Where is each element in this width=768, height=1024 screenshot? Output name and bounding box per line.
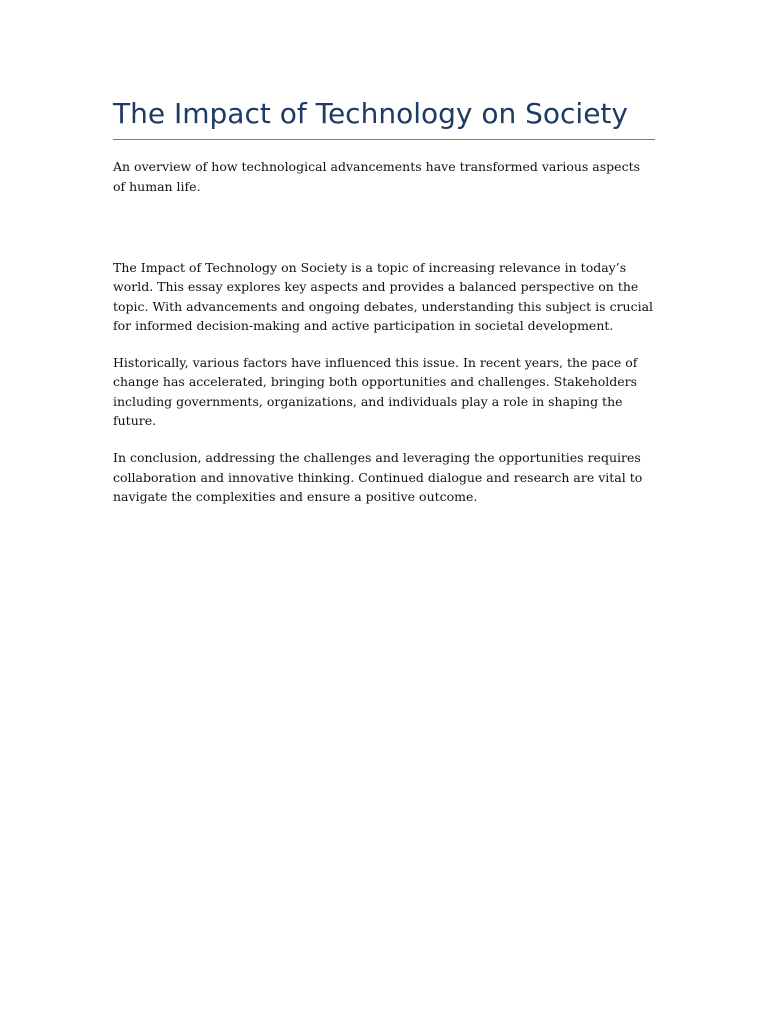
document-body — [113, 258, 655, 506]
body-paragraph-history: Historically, various factors have influenced this issue. In recent years, the pace of change has accelerated, bringing both opportunities and challenges. Stakeholders including governments, organizations, and individuals play a role in shaping the future. — [113, 355, 638, 429]
body-paragraph-conclusion: In conclusion, addressing the challenges and leveraging the opportunities requires collaboration and innovative thinking. Continued dialogue and research are vital to navigate the complexities and ensure a positive outcome. — [113, 450, 643, 504]
body-paragraph-intro: The Impact of Technology on Society is a topic of increasing relevance in today’s world. This essay explores key aspects and provides a balanced perspective on the topic. With advancements and ongoing debates, understanding this subject is crucial for informed decision-making and active participation in societal development. — [113, 260, 654, 333]
document-title: The Impact of Technology on Society — [113, 94, 655, 140]
document-content — [113, 94, 655, 524]
document-subtitle: An overview of how technological advancements have transformed various aspects of human life. — [113, 159, 641, 194]
